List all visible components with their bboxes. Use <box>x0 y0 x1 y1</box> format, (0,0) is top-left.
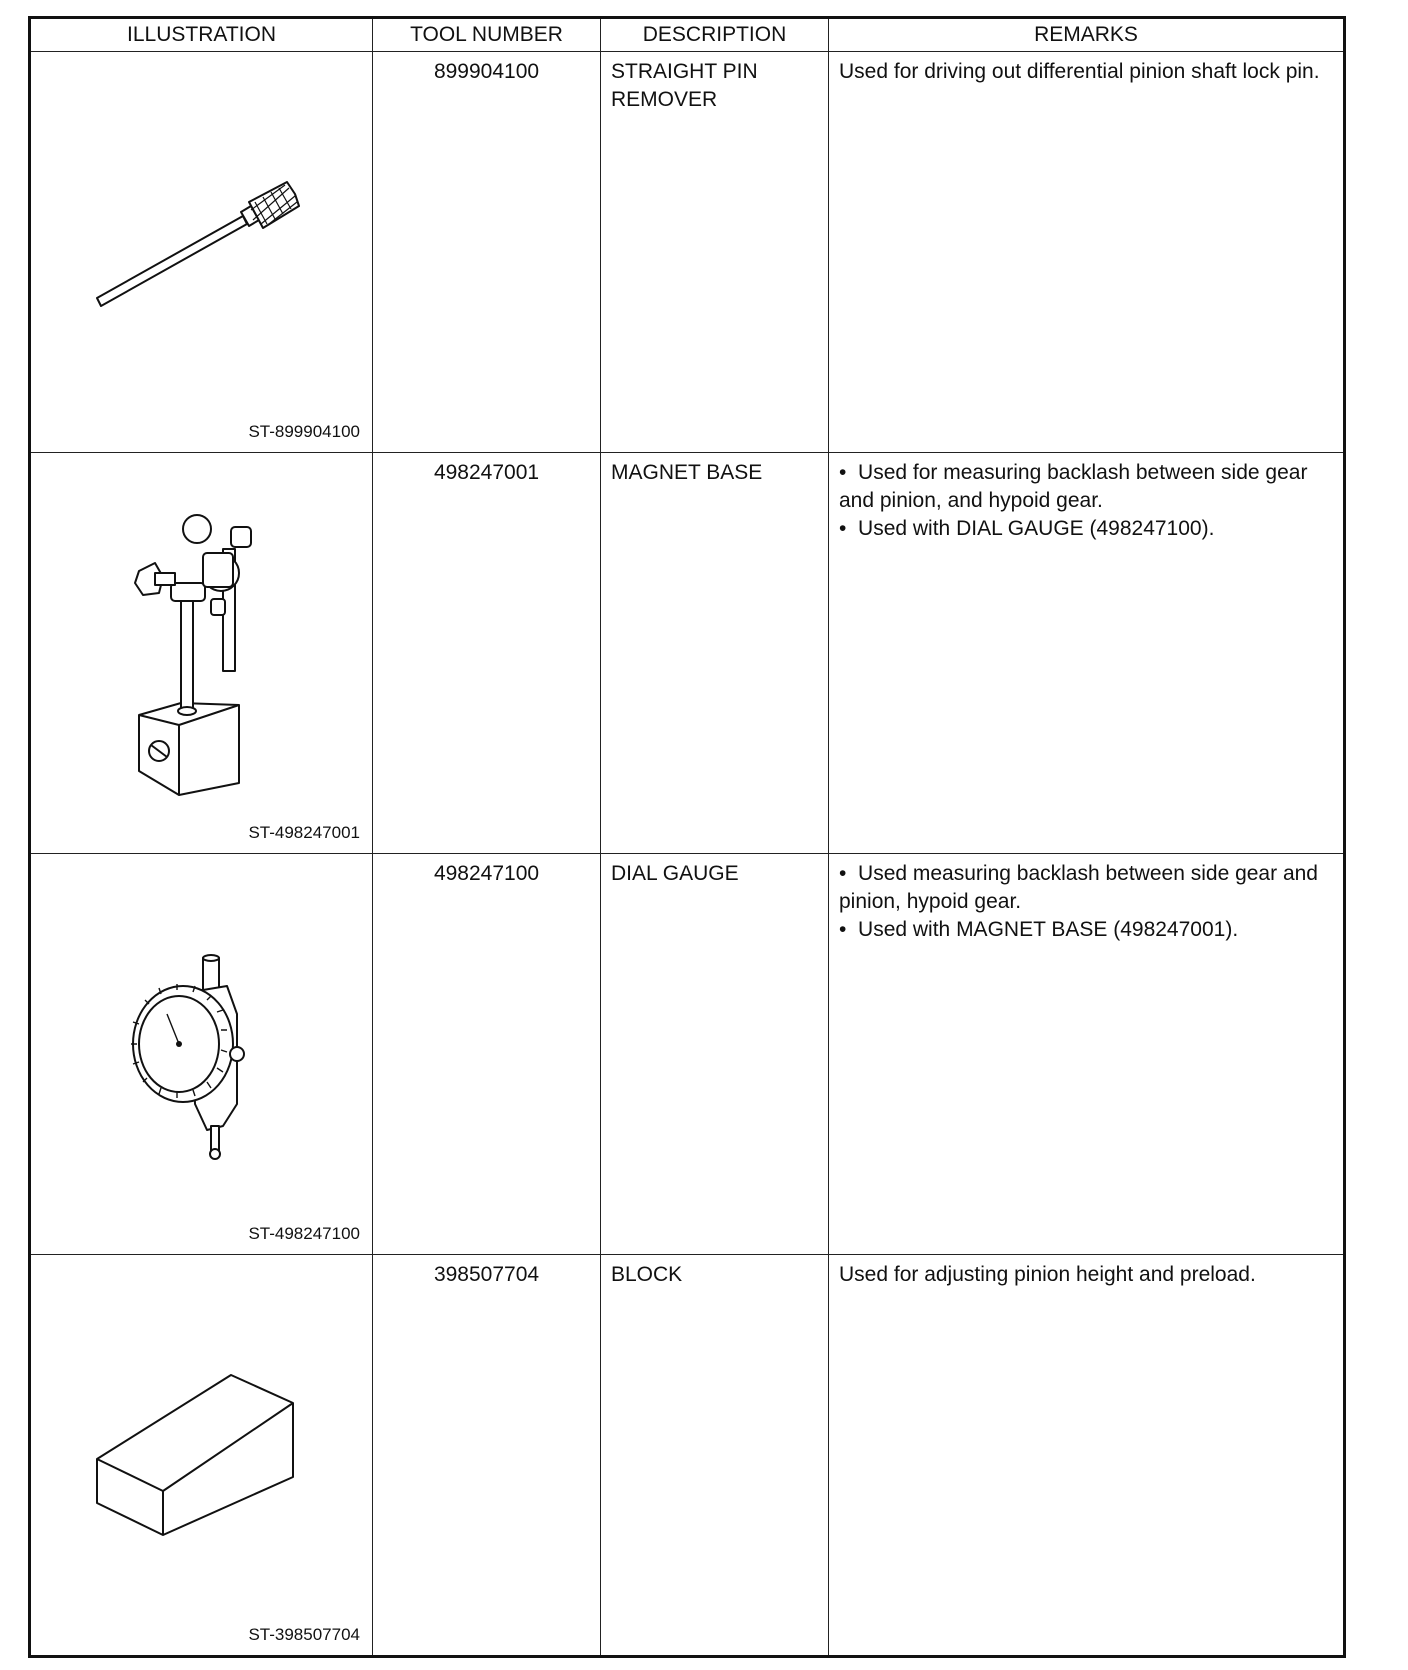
illustration-cell <box>30 854 373 1255</box>
tool-description: STRAIGHT PIN REMOVER <box>601 52 829 453</box>
illustration-code: ST-498247001 <box>248 823 360 842</box>
table-header-row <box>30 18 1345 52</box>
illustration-cell <box>30 1255 373 1657</box>
table-row <box>30 453 1345 854</box>
tool-number: 498247100 <box>373 854 601 1255</box>
tool-remarks <box>829 854 1345 1255</box>
tool-number: 899904100 <box>373 52 601 453</box>
tool-number: 498247001 <box>373 453 601 854</box>
tool-remarks <box>829 52 1345 453</box>
remark-text: Used for driving out differential pinion shaft lock pin. <box>839 60 1320 83</box>
illustration-code: ST-498247100 <box>248 1224 360 1243</box>
special-tools-table <box>28 16 1346 1658</box>
table-row <box>30 1255 1345 1657</box>
header-description: DESCRIPTION <box>601 18 829 52</box>
dial-gauge-icon <box>31 854 371 1246</box>
table-row <box>30 854 1345 1255</box>
illustration-code: ST-899904100 <box>248 422 360 441</box>
straight-pin-remover-icon <box>31 52 371 444</box>
tool-remarks <box>829 453 1345 854</box>
block-icon <box>31 1255 371 1647</box>
tool-description: DIAL GAUGE <box>601 854 829 1255</box>
tool-description: MAGNET BASE <box>601 453 829 854</box>
illustration-cell <box>30 453 373 854</box>
remark-bullet: • Used with MAGNET BASE (498247001). <box>839 916 1333 944</box>
remark-bullet: • Used measuring backlash between side gear and pinion, hypoid gear. <box>839 860 1333 916</box>
remark-text: Used for adjusting pinion height and preload. <box>839 1263 1256 1286</box>
header-remarks: REMARKS <box>829 18 1345 52</box>
tool-remarks <box>829 1255 1345 1657</box>
tool-description: BLOCK <box>601 1255 829 1657</box>
remark-bullet: • Used for measuring backlash between side gear and pinion, and hypoid gear. <box>839 459 1333 515</box>
tool-number: 398507704 <box>373 1255 601 1657</box>
illustration-code: ST-398507704 <box>248 1625 360 1644</box>
header-illustration: ILLUSTRATION <box>30 18 373 52</box>
table-row <box>30 52 1345 453</box>
illustration-cell <box>30 52 373 453</box>
remark-bullet: • Used with DIAL GAUGE (498247100). <box>839 515 1333 543</box>
header-tool-number: TOOL NUMBER <box>373 18 601 52</box>
magnet-base-icon <box>31 453 371 845</box>
